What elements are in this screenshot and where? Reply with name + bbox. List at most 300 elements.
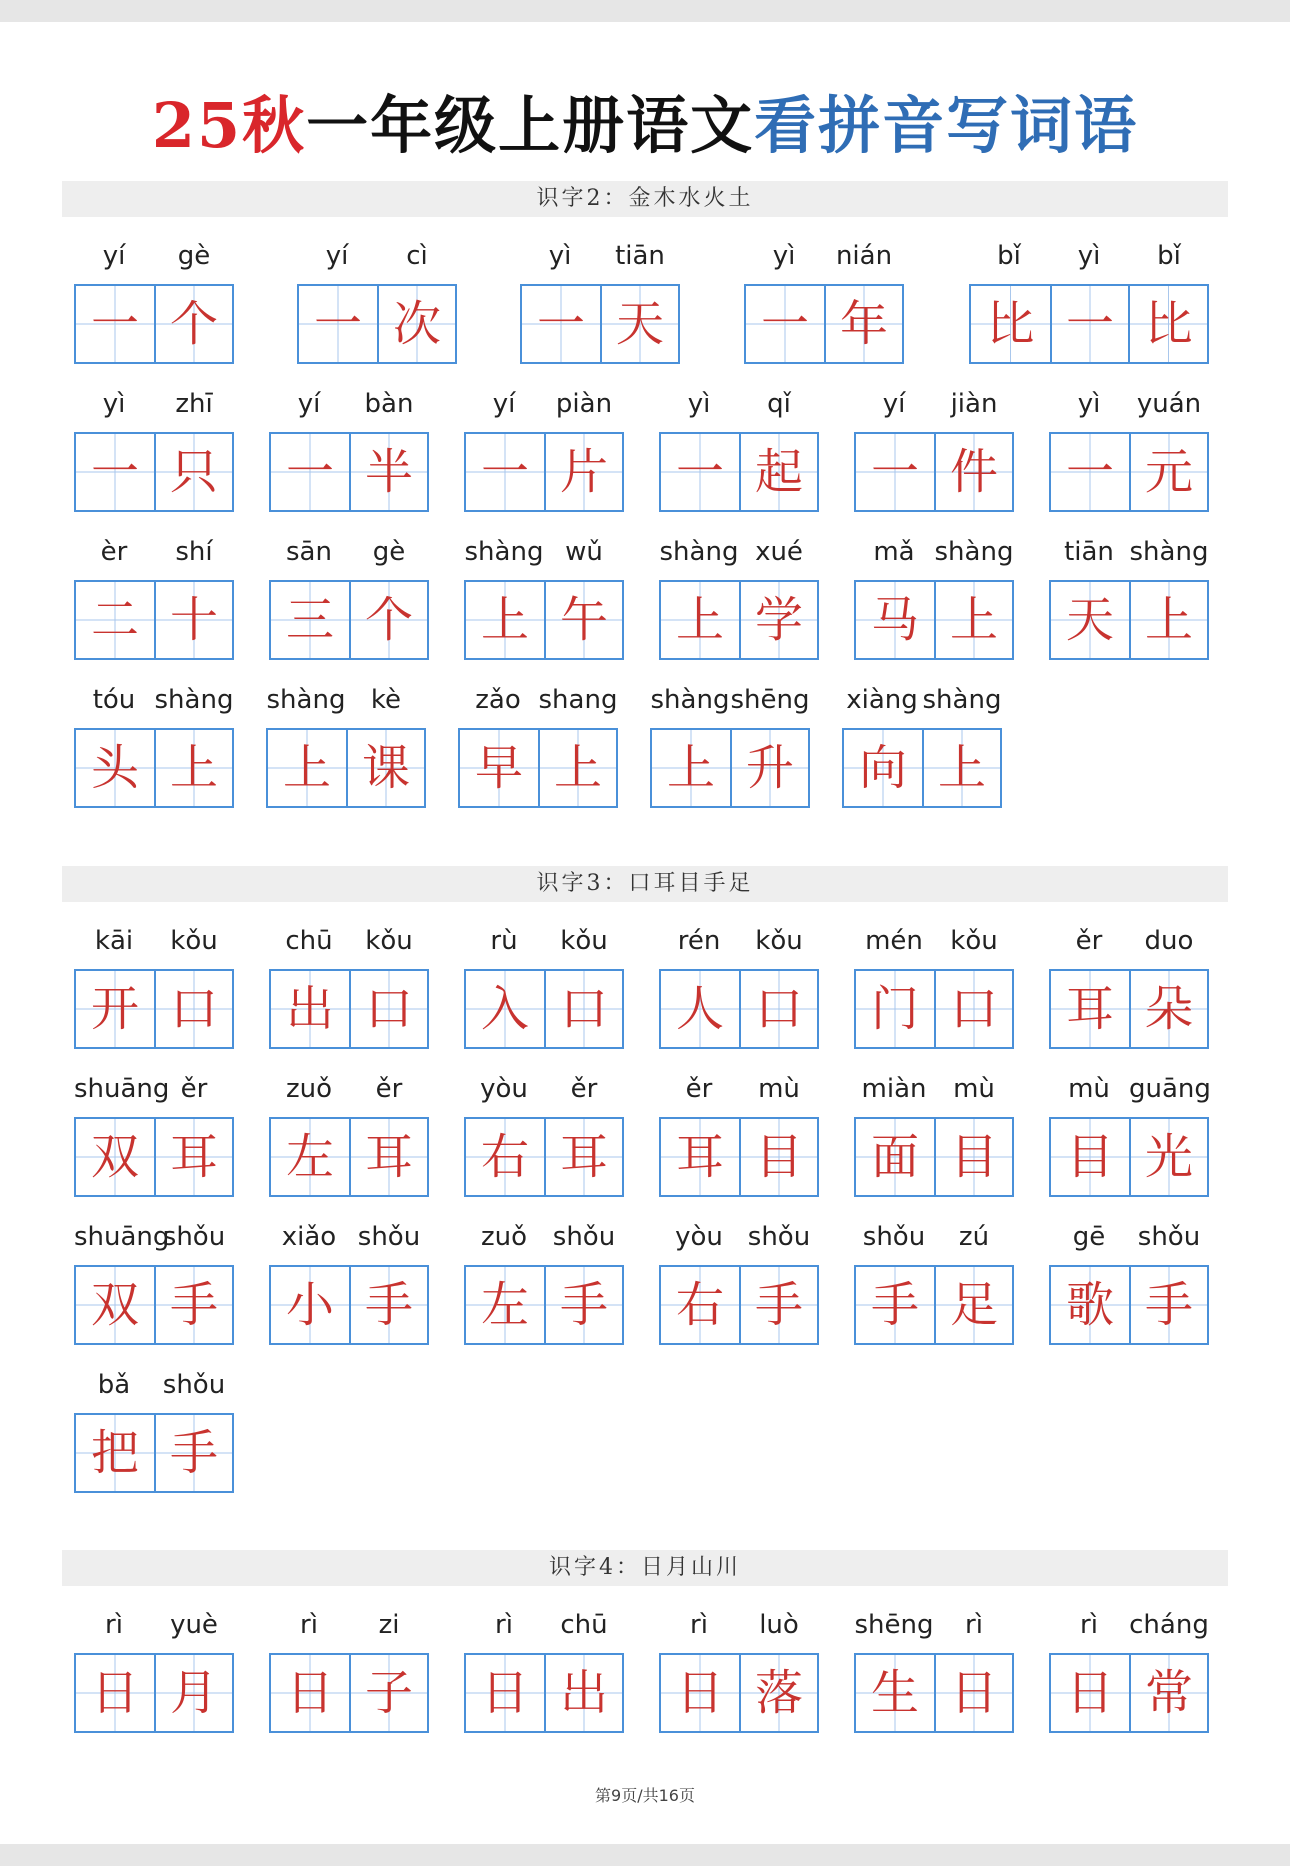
word-item: [464, 1607, 624, 1742]
tianzi-grid: [1049, 432, 1209, 512]
pinyin: rì: [1080, 1610, 1098, 1640]
hanzi-character: 足: [949, 1277, 998, 1333]
grid-cell: [856, 1655, 934, 1731]
pinyin: tiān: [1064, 537, 1114, 567]
hanzi-character: 常: [1144, 1665, 1193, 1721]
pinyin: shàng: [922, 685, 1002, 715]
grid-cell: [922, 730, 1000, 806]
word-item: [464, 386, 624, 521]
grid-cell: [154, 1267, 232, 1343]
tianzi-grid: [854, 580, 1014, 660]
hanzi-character: 口: [754, 981, 803, 1037]
hanzi-character: 入: [480, 981, 529, 1037]
pinyin: yí: [325, 241, 349, 271]
hanzi-character: 上: [169, 740, 218, 796]
grid-cell: [154, 971, 232, 1047]
pinyin-row: [74, 1607, 234, 1647]
hanzi-character: 出: [559, 1665, 608, 1721]
pinyin-row: [74, 923, 234, 963]
hanzi-character: 日: [90, 1665, 139, 1721]
hanzi-character: 手: [754, 1277, 803, 1333]
pinyin-row: [1049, 923, 1209, 963]
pinyin: ěr: [375, 1074, 403, 1104]
pinyin: ěr: [570, 1074, 598, 1104]
pinyin: ěr: [180, 1074, 208, 1104]
hanzi-character: 个: [169, 296, 218, 352]
word-item: [74, 1219, 234, 1354]
tianzi-grid: [74, 1117, 234, 1197]
pinyin-row: [659, 1219, 819, 1259]
grid-cell: [271, 434, 349, 510]
hanzi-character: 天: [1065, 592, 1114, 648]
pinyin-row: [854, 1219, 1014, 1259]
pinyin: cì: [406, 241, 428, 271]
pinyin: ěr: [685, 1074, 713, 1104]
tianzi-grid: [659, 432, 819, 512]
pinyin: xiǎo: [281, 1222, 337, 1252]
hanzi-character: 一: [90, 444, 139, 500]
hanzi-character: 日: [1065, 1665, 1114, 1721]
hanzi-character: 向: [858, 740, 907, 796]
grid-cell: [824, 286, 902, 362]
word-item: [269, 923, 429, 1058]
hanzi-character: 小: [285, 1277, 334, 1333]
tianzi-grid: [969, 284, 1209, 364]
pinyin: luò: [759, 1610, 799, 1640]
hanzi-character: 口: [364, 981, 413, 1037]
title-part-year: 25秋: [151, 89, 307, 162]
pinyin: yí: [882, 389, 906, 419]
grid-cell: [76, 1119, 154, 1195]
tianzi-grid: [1049, 969, 1209, 1049]
pinyin: ěr: [1075, 926, 1103, 956]
pinyin: yì: [1077, 241, 1101, 271]
tianzi-grid: [269, 580, 429, 660]
grid-cell: [466, 971, 544, 1047]
word-item: [1049, 1071, 1209, 1206]
pinyin-row: [74, 534, 234, 574]
pinyin: shuāng: [74, 1074, 170, 1104]
pinyin: cháng: [1129, 1610, 1209, 1640]
grid-cell: [856, 971, 934, 1047]
pinyin-row: [269, 386, 429, 426]
tianzi-grid: [269, 1117, 429, 1197]
hanzi-character: 上: [949, 592, 998, 648]
pinyin: mén: [865, 926, 923, 956]
pinyin: kè: [370, 685, 402, 715]
pinyin: yí: [102, 241, 126, 271]
hanzi-character: 年: [839, 296, 888, 352]
hanzi-character: 头: [90, 740, 139, 796]
grid-cell: [349, 1267, 427, 1343]
page-number: 第9页/共16页: [595, 1786, 695, 1805]
word-item: [269, 1607, 429, 1742]
pinyin-row: [969, 238, 1209, 278]
grid-cell: [746, 286, 824, 362]
word-item: [659, 923, 819, 1058]
pinyin: gē: [1072, 1222, 1106, 1252]
tianzi-grid: [659, 580, 819, 660]
pinyin-row: [464, 1219, 624, 1259]
grid-cell: [271, 582, 349, 658]
word-item: [74, 1071, 234, 1206]
grid-cell: [739, 1119, 817, 1195]
pinyin-row: [464, 923, 624, 963]
pinyin: shàng: [464, 537, 544, 567]
pinyin: duo: [1144, 926, 1194, 956]
tianzi-grid: [464, 580, 624, 660]
tianzi-grid: [74, 432, 234, 512]
hanzi-character: 日: [949, 1665, 998, 1721]
pinyin: shàng: [659, 537, 739, 567]
pinyin: shàng: [154, 685, 234, 715]
grid-cell: [1051, 434, 1129, 510]
grid-cell: [544, 1267, 622, 1343]
hanzi-character: 日: [285, 1665, 334, 1721]
tianzi-grid: [74, 728, 234, 808]
pinyin-row: [269, 1607, 429, 1647]
pinyin: zuǒ: [480, 1222, 528, 1252]
hanzi-character: 天: [615, 296, 664, 352]
grid-cell: [1051, 1119, 1129, 1195]
hanzi-character: 半: [364, 444, 413, 500]
grid-cell: [538, 730, 616, 806]
page-title: [0, 90, 1290, 162]
word-item: [1049, 923, 1209, 1058]
hanzi-character: 口: [949, 981, 998, 1037]
word-item: [659, 1071, 819, 1206]
pinyin: zǎo: [475, 685, 521, 715]
pinyin: sān: [286, 537, 332, 567]
grid-cell: [271, 1119, 349, 1195]
hanzi-character: 一: [1065, 444, 1114, 500]
hanzi-character: 三: [285, 592, 334, 648]
pinyin: qǐ: [767, 389, 791, 419]
pinyin-row: [854, 534, 1014, 574]
grid-cell: [600, 286, 678, 362]
hanzi-character: 上: [937, 740, 986, 796]
hanzi-character: 一: [870, 444, 919, 500]
word-item: [464, 923, 624, 1058]
tianzi-grid: [744, 284, 904, 364]
word-item: [74, 386, 234, 521]
grid-cell: [460, 730, 538, 806]
grid-cell: [349, 434, 427, 510]
grid-cell: [934, 971, 1012, 1047]
grid-cell: [299, 286, 377, 362]
grid-cell: [1129, 1267, 1207, 1343]
pinyin-row: [659, 923, 819, 963]
grid-cell: [1050, 286, 1129, 362]
pinyin: gè: [372, 537, 406, 567]
grid-cell: [346, 730, 424, 806]
grid-cell: [934, 1267, 1012, 1343]
tianzi-grid: [1049, 1653, 1209, 1733]
tianzi-grid: [1049, 1265, 1209, 1345]
grid-cell: [1051, 1655, 1129, 1731]
hanzi-character: 耳: [1065, 981, 1114, 1037]
hanzi-character: 午: [559, 592, 608, 648]
pinyin: xué: [755, 537, 803, 567]
pinyin: yí: [297, 389, 321, 419]
grid-cell: [661, 1655, 739, 1731]
word-item: [269, 534, 429, 669]
pinyin-row: [1049, 1071, 1209, 1111]
section-heading: 识字2：金木水火土: [62, 181, 1228, 217]
word-item: [744, 238, 904, 373]
grid-cell: [544, 434, 622, 510]
hanzi-character: 双: [90, 1277, 139, 1333]
pinyin: shǒu: [162, 1370, 226, 1400]
grid-cell: [76, 582, 154, 658]
pinyin: kǒu: [755, 926, 803, 956]
pinyin-row: [464, 534, 624, 574]
pinyin-row: [458, 682, 618, 722]
pinyin-row: [269, 1071, 429, 1111]
tianzi-grid: [650, 728, 810, 808]
pinyin: kǒu: [365, 926, 413, 956]
pinyin: èr: [100, 537, 128, 567]
pinyin-row: [74, 1071, 234, 1111]
hanzi-character: 生: [870, 1665, 919, 1721]
word-item: [74, 923, 234, 1058]
grid-cell: [739, 434, 817, 510]
hanzi-character: 早: [474, 740, 523, 796]
hanzi-character: 歌: [1065, 1277, 1114, 1333]
grid-cell: [856, 1119, 934, 1195]
title-part-grade: 一年级上册语文: [306, 89, 755, 162]
grid-cell: [652, 730, 730, 806]
word-item: [854, 1219, 1014, 1354]
grid-cell: [1051, 582, 1129, 658]
pinyin: gè: [177, 241, 211, 271]
pinyin-row: [520, 238, 680, 278]
hanzi-character: 起: [754, 444, 803, 500]
word-item: [854, 534, 1014, 669]
tianzi-grid: [1049, 580, 1209, 660]
pinyin: yì: [772, 241, 796, 271]
grid-cell: [76, 971, 154, 1047]
word-item: [74, 1607, 234, 1742]
hanzi-character: 月: [169, 1665, 218, 1721]
pinyin: piàn: [555, 389, 613, 419]
grid-cell: [349, 1119, 427, 1195]
pinyin-row: [1049, 1607, 1209, 1647]
pinyin: kǒu: [950, 926, 998, 956]
hanzi-character: 开: [90, 981, 139, 1037]
word-item: [464, 1071, 624, 1206]
grid-cell: [856, 1267, 934, 1343]
tianzi-grid: [464, 1117, 624, 1197]
pinyin-row: [266, 682, 426, 722]
hanzi-character: 一: [285, 444, 334, 500]
pinyin-row: [854, 1071, 1014, 1111]
grid-cell: [661, 971, 739, 1047]
hanzi-character: 只: [169, 444, 218, 500]
pinyin: rì: [495, 1610, 513, 1640]
pinyin-row: [297, 238, 457, 278]
pinyin: mù: [953, 1074, 995, 1104]
grid-cell: [971, 286, 1050, 362]
word-item: [659, 534, 819, 669]
grid-cell: [154, 1119, 232, 1195]
tianzi-grid: [74, 1265, 234, 1345]
grid-cell: [76, 1267, 154, 1343]
pinyin: yì: [1077, 389, 1101, 419]
grid-cell: [544, 1119, 622, 1195]
word-item: [1049, 534, 1209, 669]
tianzi-grid: [297, 284, 457, 364]
grid-cell: [934, 1119, 1012, 1195]
word-item: [297, 238, 457, 373]
tianzi-grid: [74, 1413, 234, 1493]
pinyin: bàn: [364, 389, 414, 419]
pinyin: rì: [965, 1610, 983, 1640]
word-item: [269, 386, 429, 521]
pinyin: tóu: [92, 685, 136, 715]
hanzi-character: 光: [1144, 1129, 1193, 1185]
pinyin-row: [854, 1607, 1014, 1647]
grid-cell: [661, 1267, 739, 1343]
hanzi-character: 片: [559, 444, 608, 500]
hanzi-character: 日: [480, 1665, 529, 1721]
grid-cell: [466, 1655, 544, 1731]
pinyin: shàng: [650, 685, 730, 715]
pinyin: zi: [378, 1610, 400, 1640]
grid-cell: [934, 1655, 1012, 1731]
grid-cell: [268, 730, 346, 806]
pinyin: rén: [677, 926, 721, 956]
pinyin-row: [74, 238, 234, 278]
grid-cell: [1129, 971, 1207, 1047]
hanzi-character: 一: [1065, 296, 1114, 352]
pinyin: wǔ: [565, 537, 603, 567]
tianzi-grid: [74, 969, 234, 1049]
grid-cell: [739, 1267, 817, 1343]
pinyin: yí: [492, 389, 516, 419]
word-item: [659, 1607, 819, 1742]
hanzi-character: 出: [285, 981, 334, 1037]
pinyin-row: [269, 923, 429, 963]
pinyin: zuǒ: [285, 1074, 333, 1104]
hanzi-character: 手: [169, 1277, 218, 1333]
hanzi-character: 上: [553, 740, 602, 796]
tianzi-grid: [659, 1265, 819, 1345]
grid-cell: [349, 1655, 427, 1731]
hanzi-character: 把: [90, 1425, 139, 1481]
grid-cell: [739, 1655, 817, 1731]
hanzi-character: 目: [1065, 1129, 1114, 1185]
hanzi-character: 右: [675, 1277, 724, 1333]
hanzi-character: 耳: [169, 1129, 218, 1185]
grid-cell: [544, 1655, 622, 1731]
grid-cell: [76, 434, 154, 510]
tianzi-grid: [520, 284, 680, 364]
pinyin: shǒu: [862, 1222, 926, 1252]
grid-cell: [76, 1415, 154, 1491]
hanzi-character: 人: [675, 981, 724, 1037]
pinyin-row: [464, 386, 624, 426]
grid-cell: [544, 971, 622, 1047]
hanzi-character: 落: [754, 1665, 803, 1721]
pinyin-row: [854, 386, 1014, 426]
grid-cell: [856, 582, 934, 658]
tianzi-grid: [659, 1117, 819, 1197]
pinyin: mǎ: [873, 537, 915, 567]
grid-cell: [544, 582, 622, 658]
hanzi-character: 耳: [675, 1129, 724, 1185]
tianzi-grid: [74, 580, 234, 660]
hanzi-character: 子: [364, 1665, 413, 1721]
grid-cell: [856, 434, 934, 510]
hanzi-character: 目: [949, 1129, 998, 1185]
grid-cell: [466, 1267, 544, 1343]
grid-cell: [934, 582, 1012, 658]
pinyin: shàng: [266, 685, 346, 715]
tianzi-grid: [464, 969, 624, 1049]
pinyin: rì: [105, 1610, 123, 1640]
tianzi-grid: [464, 1265, 624, 1345]
pinyin-row: [74, 1219, 234, 1259]
pinyin: yì: [102, 389, 126, 419]
tianzi-grid: [269, 969, 429, 1049]
hanzi-character: 朵: [1144, 981, 1193, 1037]
hanzi-character: 耳: [559, 1129, 608, 1185]
pinyin: yòu: [675, 1222, 723, 1252]
pinyin: shǒu: [162, 1222, 226, 1252]
tianzi-grid: [659, 1653, 819, 1733]
grid-cell: [1051, 971, 1129, 1047]
tianzi-grid: [854, 969, 1014, 1049]
tianzi-grid: [854, 432, 1014, 512]
pinyin-row: [464, 1071, 624, 1111]
hanzi-character: 课: [361, 740, 410, 796]
word-item: [854, 1071, 1014, 1206]
hanzi-character: 比: [1144, 296, 1193, 352]
hanzi-character: 一: [313, 296, 362, 352]
tianzi-grid: [854, 1117, 1014, 1197]
word-item: [74, 1367, 234, 1502]
grid-cell: [739, 971, 817, 1047]
grid-cell: [739, 582, 817, 658]
pinyin: shēng: [730, 685, 810, 715]
pinyin: rì: [690, 1610, 708, 1640]
hanzi-character: 手: [169, 1425, 218, 1481]
word-item: [1049, 1219, 1209, 1354]
hanzi-character: 比: [986, 296, 1035, 352]
grid-cell: [466, 582, 544, 658]
pinyin: shēng: [854, 1610, 934, 1640]
hanzi-character: 耳: [364, 1129, 413, 1185]
tianzi-grid: [269, 1653, 429, 1733]
hanzi-character: 口: [169, 981, 218, 1037]
grid-cell: [76, 286, 154, 362]
hanzi-character: 门: [870, 981, 919, 1037]
pinyin-row: [659, 534, 819, 574]
pinyin-row: [659, 386, 819, 426]
title-part-task: 看拼音写词语: [754, 89, 1139, 162]
word-item: [269, 1219, 429, 1354]
grid-cell: [1128, 286, 1207, 362]
pinyin-row: [1049, 386, 1209, 426]
word-item: [659, 386, 819, 521]
word-item: [650, 682, 810, 817]
word-item: [969, 238, 1209, 373]
hanzi-character: 右: [480, 1129, 529, 1185]
word-item: [74, 534, 234, 669]
pinyin: yòu: [480, 1074, 528, 1104]
pinyin: shǒu: [357, 1222, 421, 1252]
